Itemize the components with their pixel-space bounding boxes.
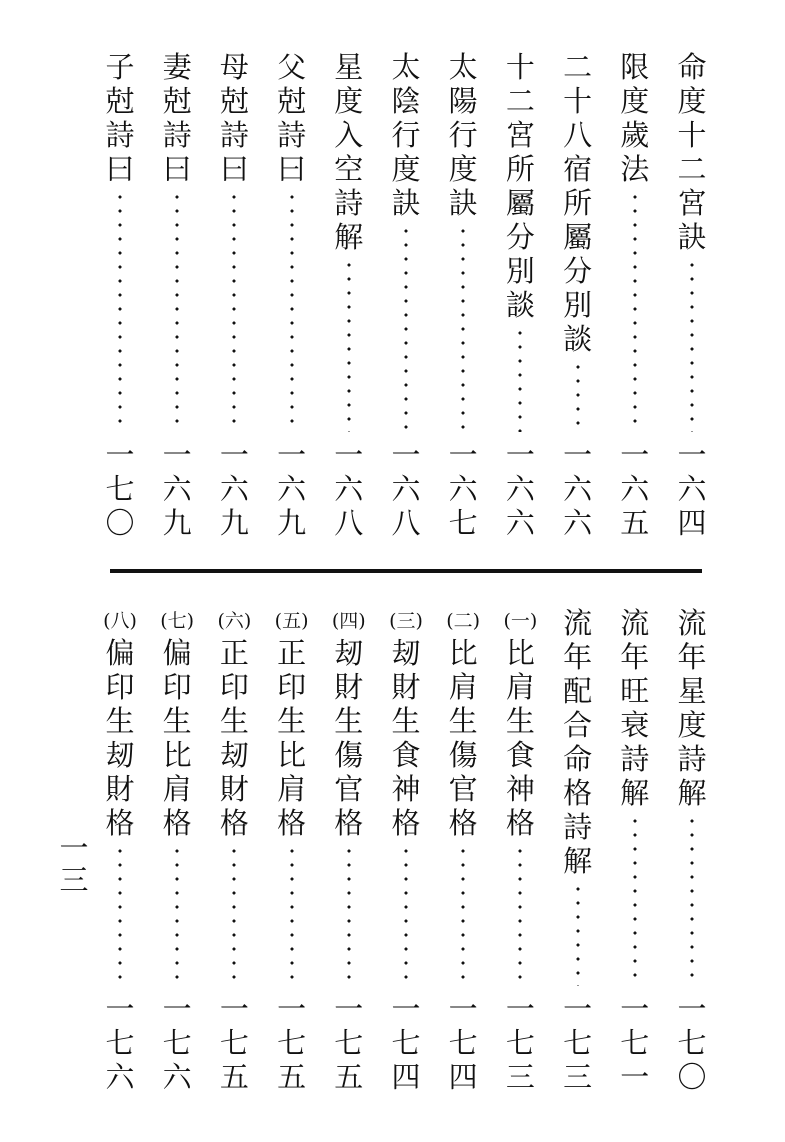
dot-leader	[290, 190, 294, 432]
toc-entry-title: 二 十 八 宿 所 屬 分 別 談	[563, 50, 593, 356]
toc-entry	[272, 606, 312, 1094]
toc-entry-page-number: 一 七 六	[105, 992, 135, 1094]
toc-entry-title: 母 尅 詩 曰	[219, 50, 249, 186]
toc-entry-title: 子 尅 詩 曰	[105, 50, 135, 186]
toc-entry-page-number: 一 七 六	[162, 992, 192, 1094]
dot-leader	[232, 844, 236, 986]
toc-entry-page-number: 一 六 九	[277, 438, 307, 540]
toc-entry-title: 太 陽 行 度 訣	[448, 50, 478, 220]
toc-entry	[272, 50, 312, 540]
toc-entry-title: 流 年 配 合 命 格 詩 解	[563, 606, 593, 878]
toc-entry-page-number: 一 六 五	[620, 438, 650, 540]
toc-entry	[615, 50, 655, 540]
toc-entry-title: 星 度 入 空 詩 解	[334, 50, 364, 254]
toc-entry-number: (七)	[160, 610, 195, 632]
toc-entry	[386, 606, 426, 1094]
toc-entry	[558, 606, 598, 1094]
toc-entry	[672, 50, 712, 540]
toc-entry-title: 刼 財 生 食 神 格	[391, 636, 421, 840]
dot-leader	[404, 844, 408, 986]
toc-entry-page-number: 一 六 六	[563, 438, 593, 540]
toc-entry-page-number: 一 七 四	[448, 992, 478, 1094]
dot-leader	[232, 190, 236, 432]
toc-entry	[157, 606, 197, 1094]
toc-entry	[329, 50, 369, 540]
toc-entry-number: (三)	[389, 610, 423, 632]
toc-entry	[386, 50, 426, 540]
toc-entry	[100, 50, 140, 540]
toc-entry-title: 比 肩 生 傷 官 格	[448, 636, 478, 840]
toc-entry-page-number: 一 七 五	[277, 992, 307, 1094]
toc-entry	[443, 50, 483, 540]
toc-entry-title: 刼 財 生 傷 官 格	[334, 636, 364, 840]
dot-leader	[347, 258, 351, 432]
toc-entry-title: 十 二 宮 所 屬 分 別 談	[505, 50, 535, 322]
toc-entry-page-number: 一 六 九	[219, 438, 249, 540]
toc-entry-page-number: 一 七 五	[219, 992, 249, 1094]
dot-leader	[518, 326, 522, 432]
dot-leader	[461, 844, 465, 986]
toc-entry-title: 偏 印 生 比 肩 格	[162, 636, 192, 840]
toc-entry-number: (八)	[103, 610, 137, 632]
toc-entry-title: 妻 尅 詩 曰	[162, 50, 192, 186]
toc-entry	[214, 50, 254, 540]
toc-entry	[672, 606, 712, 1094]
page-folio: 一 三	[59, 831, 89, 897]
dot-leader	[518, 844, 522, 986]
dot-leader	[461, 224, 465, 432]
toc-entry-page-number: 一 六 八	[391, 438, 421, 540]
toc-entry	[157, 50, 197, 540]
toc-entry-title: 比 肩 生 食 神 格	[505, 636, 535, 840]
toc-entry-page-number: 一 七 〇	[677, 992, 707, 1094]
toc-entry-title: 偏 印 生 刼 財 格	[105, 636, 135, 840]
dot-leader	[690, 814, 694, 986]
toc-entry	[615, 606, 655, 1094]
toc-entry-page-number: 一 六 八	[334, 438, 364, 540]
toc-entry-number: (六)	[217, 610, 252, 632]
dot-leader	[290, 844, 294, 986]
toc-entry	[214, 606, 254, 1094]
toc-entry-title: 父 尅 詩 曰	[277, 50, 307, 186]
dot-leader	[576, 882, 580, 986]
toc-entry-page-number: 一 六 七	[448, 438, 478, 540]
toc-entry	[100, 606, 140, 1094]
toc-entry	[500, 606, 540, 1094]
toc-entry-page-number: 一 七 三	[505, 992, 535, 1094]
toc-entry-page-number: 一 七 一	[620, 992, 650, 1094]
dot-leader	[118, 844, 122, 986]
dot-leader	[576, 360, 580, 432]
toc-entry-title: 流 年 星 度 詩 解	[677, 606, 707, 810]
toc-entry-page-number: 一 六 六	[505, 438, 535, 540]
toc-entry-page-number: 一 六 九	[162, 438, 192, 540]
toc-entry	[558, 50, 598, 540]
toc-entry-number: (四)	[331, 610, 366, 632]
toc-entry-page-number: 一 七 三	[563, 992, 593, 1094]
dot-leader	[175, 190, 179, 432]
toc-entry-page-number: 一 六 四	[677, 438, 707, 540]
toc-entry-number: (二)	[446, 610, 481, 632]
toc-entry-page-number: 一 七 〇	[105, 438, 135, 540]
dot-leader	[118, 190, 122, 432]
dot-leader	[404, 224, 408, 432]
dot-leader	[633, 190, 637, 432]
toc-entry-title: 命 度 十 二 宮 訣	[677, 50, 707, 254]
toc-entry-page-number: 一 七 五	[334, 992, 364, 1094]
toc-entry-title: 流 年 旺 衰 詩 解	[620, 606, 650, 810]
toc-entry-number: (五)	[274, 610, 309, 632]
toc-entry-title: 太 陰 行 度 訣	[391, 50, 421, 220]
toc-entry-title: 正 印 生 比 肩 格	[277, 636, 307, 840]
dot-leader	[347, 844, 351, 986]
dot-leader	[633, 814, 637, 986]
section-divider-rule	[110, 569, 702, 573]
toc-entry	[443, 606, 483, 1094]
toc-entry	[500, 50, 540, 540]
dot-leader	[690, 258, 694, 432]
toc-entry-page-number: 一 七 四	[391, 992, 421, 1094]
dot-leader	[175, 844, 179, 986]
toc-entry	[329, 606, 369, 1094]
toc-entry-title: 正 印 生 刼 財 格	[219, 636, 249, 840]
toc-entry-number: (一)	[503, 610, 538, 632]
toc-entry-title: 限 度 歲 法	[620, 50, 650, 186]
